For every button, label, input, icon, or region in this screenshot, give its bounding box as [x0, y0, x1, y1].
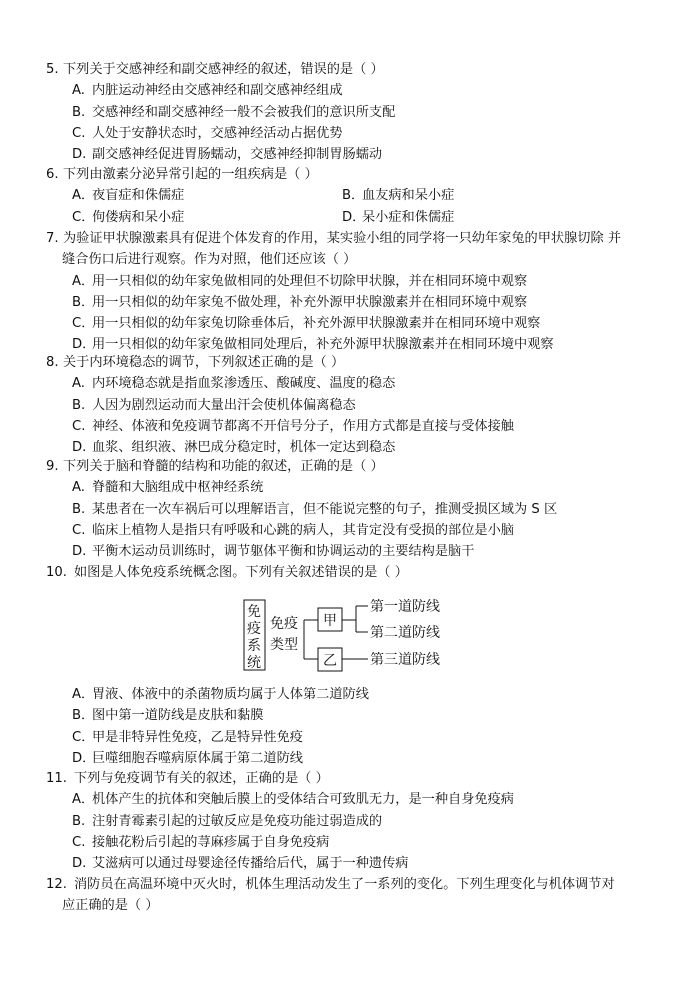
option-c: C．佝偻病和呆小症	[72, 209, 185, 225]
option-d: D．用一只相似的幼年家兔做相同处理后，补充外源甲状腺激素并在相同环境中观察	[72, 337, 554, 353]
question-stem: 下列由激素分泌异常引起的一组疾病是（ ）	[63, 167, 318, 182]
concept-map	[240, 596, 460, 674]
question-7	[46, 228, 666, 356]
option-a: A．夜盲症和侏儒症	[72, 188, 185, 204]
question-8	[46, 352, 666, 458]
question-12	[46, 874, 666, 917]
system-char-3: 系	[247, 638, 261, 654]
question-stem-cont: 缝合伤口后进行观察。作为对照，他们还应该（ ）	[62, 252, 357, 268]
option-b: B．用一只相似的幼年家兔不做处理，补充外源甲状腺激素并在相同环境中观察	[72, 294, 528, 310]
question-number: 8.	[46, 355, 59, 370]
question-stem: 如图是人体免疫系统概念图。下列有关叙述错误的是（ ）	[74, 565, 408, 580]
first-line-label: 第一道防线	[370, 599, 440, 615]
option-a: A. 脊髓和大脑组成中枢神经系统	[72, 480, 264, 496]
option-b: B．血友病和呆小症	[342, 188, 455, 204]
question-10-options	[46, 684, 666, 769]
option-b: B. 某患者在一次车祸后可以理解语言，但不能说完整的句子，推测受损区域为 S 区	[72, 501, 558, 517]
question-number: 5.	[46, 62, 59, 77]
option-d: D. 平衡木运动员训练时，调节躯体平衡和协调运动的主要结构是脑干	[72, 544, 475, 560]
option-a: A．机体产生的抗体和突触后膜上的受体结合可致肌无力，是一种自身免疫病	[72, 792, 514, 808]
question-stem-cont: 应正确的是（ ）	[62, 898, 159, 914]
option-b: B. 交感神经和副交感神经一般不会被我们的意识所支配	[72, 104, 396, 120]
option-d: D．呆小症和侏儒症	[342, 209, 455, 225]
option-d: D. 血浆、组织液、淋巴成分稳定时，机体一定达到稳态	[72, 440, 396, 456]
yi-label: 乙	[323, 653, 337, 669]
option-c: C. 接触花粉后引起的荨麻疹属于自身免疫病	[72, 834, 330, 850]
option-d: D．巨噬细胞吞噬病原体属于第二道防线	[72, 750, 303, 766]
option-a: A. 内脏运动神经由交感神经和副交感神经组成	[72, 83, 343, 99]
system-char-2: 疫	[247, 621, 261, 637]
option-a: A．用一只相似的幼年家兔做相同的处理但不切除甲状腺，并在相同环境中观察	[72, 273, 528, 289]
immune-type-label-2: 类型	[270, 637, 298, 653]
option-d: D. 副交感神经促进胃肠蠕动，交感神经抑制胃肠蠕动	[72, 147, 383, 163]
option-c: C．用一只相似的幼年家兔切除垂体后，补充外源甲状腺激素并在相同环境中观察	[72, 316, 541, 332]
option-a: A．胃液、体液中的杀菌物质均属于人体第二道防线	[72, 687, 369, 702]
question-number: 7.	[46, 231, 59, 246]
question-stem: 关于内环境稳态的调节，下列叙述正确的是（ ）	[63, 355, 345, 370]
third-line-label: 第三道防线	[370, 652, 440, 668]
option-a: A. 内环境稳态就是指血浆渗透压、酸碱度、温度的稳态	[72, 376, 396, 392]
question-10	[46, 562, 666, 583]
option-b: B. 人因为剧烈运动而大量出汗会使机体偏离稳态	[72, 397, 356, 413]
question-stem: 下列与免疫调节有关的叙述，正确的是（ ）	[74, 771, 329, 786]
option-d: D. 艾滋病可以通过母婴途径传播给后代，属于一种遗传病	[72, 856, 409, 872]
system-char-1: 免	[247, 604, 261, 620]
immune-type-label-1: 免疫	[270, 616, 298, 632]
question-stem: 消防员在高温环境中灭火时，机体生理活动发生了一系列的变化。下列生理变化与机体调节对	[74, 877, 615, 892]
question-5	[46, 59, 666, 165]
question-number: 12.	[46, 877, 67, 892]
question-number: 6.	[46, 167, 59, 182]
option-c: C. 临床上植物人是指只有呼吸和心跳的病人，其肯定没有受损的部位是小脑	[72, 522, 514, 538]
option-b: B．图中第一道防线是皮肤和黏膜	[72, 708, 264, 724]
option-c: C．甲是非特异性免疫，乙是特异性免疫	[72, 729, 303, 745]
question-stem: 下列关于脑和脊髓的结构和功能的叙述，正确的是（ ）	[63, 459, 384, 474]
option-b: B. 注射青霉素引起的过敏反应是免疫功能过弱造成的	[72, 813, 383, 829]
question-9	[46, 456, 666, 562]
question-stem: 下列关于交感神经和副交感神经的叙述，错误的是（ ）	[63, 62, 384, 77]
question-11	[46, 768, 666, 874]
jia-label: 甲	[323, 613, 337, 629]
option-c: C. 神经、体液和免疫调节都离不开信号分子，作用方式都是直接与受体接触	[72, 418, 514, 434]
question-number: 10.	[46, 565, 67, 580]
immune-system-diagram	[240, 596, 460, 674]
question-stem: 为验证甲状腺激素具有促进个体发育的作用，某实验小组的同学将一只幼年家兔的甲状腺切除 并	[63, 231, 622, 246]
question-number: 11.	[46, 771, 67, 786]
question-number: 9.	[46, 459, 59, 474]
question-6	[46, 164, 666, 228]
option-c: C. 人处于安静状态时，交感神经活动占据优势	[72, 125, 343, 141]
second-line-label: 第二道防线	[370, 625, 440, 641]
system-char-4: 统	[247, 655, 261, 671]
